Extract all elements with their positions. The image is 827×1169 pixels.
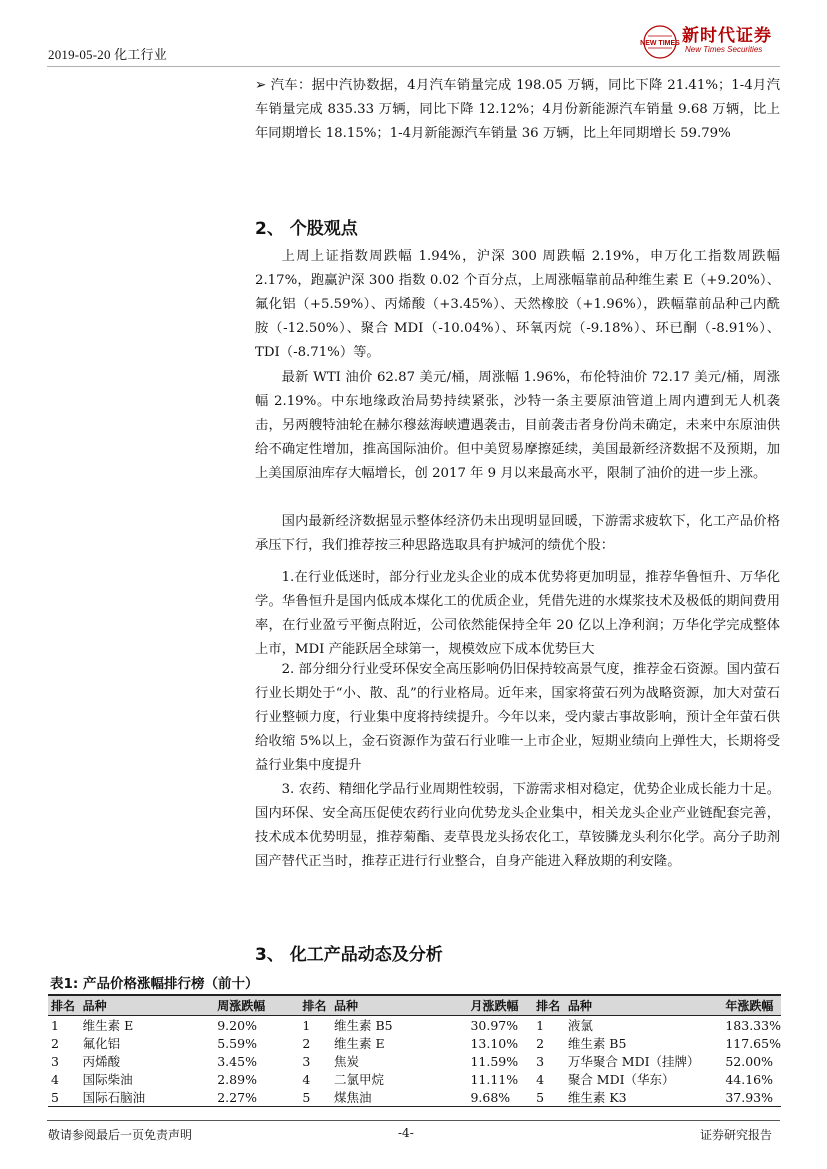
table-header-row bbox=[48, 995, 781, 1016]
table-cell: 氟化铝 bbox=[82, 1036, 121, 1051]
table-cell: 11.11% bbox=[470, 1071, 519, 1087]
table-cell: 维生素 E bbox=[82, 1018, 134, 1033]
table-cell: 5 bbox=[48, 1088, 80, 1107]
header-rank-week: 排名 bbox=[48, 995, 80, 1016]
table-cell: 3 bbox=[302, 1053, 311, 1069]
table-cell: 30.97% bbox=[470, 1017, 519, 1033]
header-yearly-change: 年涨跌幅 bbox=[722, 995, 781, 1016]
auto-sales-paragraph: ➢ 汽车：据中汽协数据，4月汽车销量完成 198.05 万辆，同比下降 21.41%；1-4月汽车销量完成 835.33 万辆，同比下降 12.12%；4月份新能源汽车销量 9.68 万辆，比上年同期增长 18.15%；1-4月新能源汽车销量 36 万辆，比上年同期增长 59.79% bbox=[255, 78, 780, 141]
table-cell: 13.10% bbox=[470, 1035, 519, 1051]
table-cell: 煤焦油 bbox=[331, 1088, 467, 1107]
table-cell: 11.59% bbox=[470, 1053, 519, 1069]
table-cell: 2 bbox=[302, 1035, 311, 1051]
table-cell: 维生素 B5 bbox=[334, 1018, 393, 1033]
logo-company-name-en: New Times Securities bbox=[685, 45, 763, 54]
table-row bbox=[48, 1034, 781, 1052]
table-caption: 表1: 产品价格涨幅排行榜（前十） bbox=[50, 976, 259, 992]
header-product-month: 品种 bbox=[331, 995, 467, 1016]
svg-text:NEW TIMES: NEW TIMES bbox=[640, 40, 680, 47]
table-cell: 2.27% bbox=[214, 1088, 299, 1107]
stock-idea-1-paragraph: 1.在行业低迷时，部分行业龙头企业的成本优势将更加明显，推荐华鲁恒升、万华化学。华鲁恒升是国内低成本煤化工的优质企业，凭借先进的水煤浆技术及极低的期间费用率，在行业盈亏平衡点附近，公司依然能保持全年 20 亿以上净利润；万华化学完成整体上市，MDI 产能跃居全球第一，规模效应下成本优势巨大 bbox=[255, 570, 780, 657]
table-cell: 5 bbox=[533, 1088, 565, 1107]
header-date-industry: 2019-05-20 化工行业 bbox=[48, 47, 167, 62]
table-cell: 3 bbox=[536, 1053, 545, 1069]
table-cell: 9.20% bbox=[217, 1017, 257, 1033]
table-cell: 丙烯酸 bbox=[82, 1054, 121, 1069]
section-heading-products: 3、 化工产品动态及分析 bbox=[255, 945, 443, 965]
table-cell: 2 bbox=[51, 1035, 59, 1051]
table-row bbox=[48, 1070, 781, 1088]
price-ranking-table bbox=[48, 994, 781, 1107]
table-row bbox=[48, 1016, 781, 1035]
header-monthly-change: 月涨跌幅 bbox=[467, 995, 533, 1016]
table-cell: 3.45% bbox=[217, 1053, 257, 1069]
header-rule bbox=[47, 66, 780, 67]
table-cell: 维生素 E bbox=[334, 1036, 385, 1051]
table-cell: 183.33% bbox=[725, 1017, 781, 1033]
table-row bbox=[48, 1052, 781, 1070]
table-cell: 37.93% bbox=[722, 1088, 781, 1107]
table-cell: 5 bbox=[299, 1088, 331, 1107]
section-heading-stocks: 2、 个股观点 bbox=[255, 219, 358, 239]
table-cell: 44.16% bbox=[725, 1071, 774, 1087]
table-cell: 4 bbox=[302, 1071, 311, 1087]
table-cell: 国际石脑油 bbox=[80, 1088, 215, 1107]
stock-idea-3-paragraph: 3. 农药、精细化学品行业周期性较弱，下游需求相对稳定，优势企业成长能力十足。国内环保、安全高压促使农药行业向优势龙头企业集中，相关龙头企业产业链配套完善，技术成本优势明显，推荐菊酯、麦草畏龙头扬农化工，草铵膦龙头利尔化学。高分子助剂国产替代正当时，推荐正进行行业整合，自身产能进入释放期的利安隆。 bbox=[255, 782, 780, 869]
table-cell: 9.68% bbox=[467, 1088, 533, 1107]
domestic-economy-paragraph: 国内最新经济数据显示整体经济仍未出现明显回暖，下游需求疲软下，化工产品价格承压下行，我们推荐按三种思路选取具有护城河的绩优个股： bbox=[255, 514, 780, 553]
stock-idea-2-paragraph: 2. 部分细分行业受环保安全高压影响仍旧保持较高景气度，推荐金石资源。国内萤石行业长期处于“小、散、乱”的行业格局。近年来，国家将萤石列为战略资源，加大对萤石行业整顿力度，行业集中度将持续提升。今年以来，受内蒙古事故影响，预计全年萤石供给收缩 5%以上，金石资源作为萤石行业唯一上市企业，短期业绩向上弹性大，长期将受益行业集中度提升 bbox=[255, 662, 780, 773]
table-cell: 52.00% bbox=[725, 1053, 774, 1069]
header-weekly-change: 周涨跌幅 bbox=[214, 995, 299, 1016]
header-product-year: 品种 bbox=[565, 995, 723, 1016]
footer-disclaimer: 敬请参阅最后一页免责声明 bbox=[48, 1128, 193, 1142]
table-cell: 二氯甲烷 bbox=[334, 1072, 385, 1087]
table-cell: 维生素 B5 bbox=[567, 1036, 627, 1051]
table-cell: 117.65% bbox=[725, 1035, 781, 1051]
table-cell: 液氯 bbox=[567, 1018, 593, 1033]
table-cell: 维生素 K3 bbox=[565, 1088, 723, 1107]
table-cell: 1 bbox=[536, 1017, 545, 1033]
table-cell: 1 bbox=[302, 1017, 311, 1033]
table-cell: 3 bbox=[51, 1053, 59, 1069]
index-performance-paragraph: 上周上证指数周跌幅 1.94%，沪深 300 周跌幅 2.19%，申万化工指数周跌幅 2.17%，跑赢沪深 300 指数 0.02 个百分点，上周涨幅靠前品种维生素 E（+9.20%）、氟化铝（+5.59%）、丙烯酸（+3.45%）、天然橡胶（+1.96%），跌幅靠前品种己内酰胺（-12.50%）、聚合 MDI（-10.04%）、环氧丙烷（-9.18%）、环已酮（-8.91%）、TDI（-8.71%）等。 bbox=[255, 249, 780, 360]
table-cell: 国际柴油 bbox=[82, 1072, 133, 1087]
header-rank-year: 排名 bbox=[533, 995, 565, 1016]
footer-page-number: -4- bbox=[398, 1126, 414, 1140]
table-cell: 2 bbox=[536, 1035, 545, 1051]
oil-price-paragraph: 最新 WTI 油价 62.87 美元/桶，周涨幅 1.96%，布伦特油价 72.17 美元/桶，周涨幅 2.19%。中东地缘政治局势持续紧张，沙特一条主要原油管道上周内遭到无人机袭击，另两艘特油轮在赫尔穆兹海峡遭遇袭击，目前袭击者身份尚未确定，未来中东原油供给不确定性增加，推高国际油价。但中美贸易摩擦延续，美国最新经济数据不及预期，加上美国原油库存大幅增长，创 2017 年 9 月以来最高水平，限制了油价的进一步上涨。 bbox=[255, 370, 780, 481]
table-cell: 2.89% bbox=[217, 1071, 257, 1087]
table-row bbox=[48, 1088, 781, 1107]
table-cell: 5.59% bbox=[217, 1035, 257, 1051]
table-cell: 4 bbox=[51, 1071, 59, 1087]
footer-report-type: 证券研究报告 bbox=[700, 1128, 773, 1142]
table-cell: 焦炭 bbox=[334, 1054, 360, 1069]
table-cell: 万华聚合 MDI（挂牌） bbox=[567, 1054, 700, 1069]
table-cell: 4 bbox=[536, 1071, 545, 1087]
header-product-week: 品种 bbox=[80, 995, 215, 1016]
footer-rule bbox=[47, 1120, 780, 1121]
header-rank-month: 排名 bbox=[299, 995, 331, 1016]
logo-company-name: 新时代证券 bbox=[682, 26, 772, 46]
table-cell: 聚合 MDI（华东） bbox=[567, 1072, 675, 1087]
table-cell: 1 bbox=[51, 1017, 59, 1033]
